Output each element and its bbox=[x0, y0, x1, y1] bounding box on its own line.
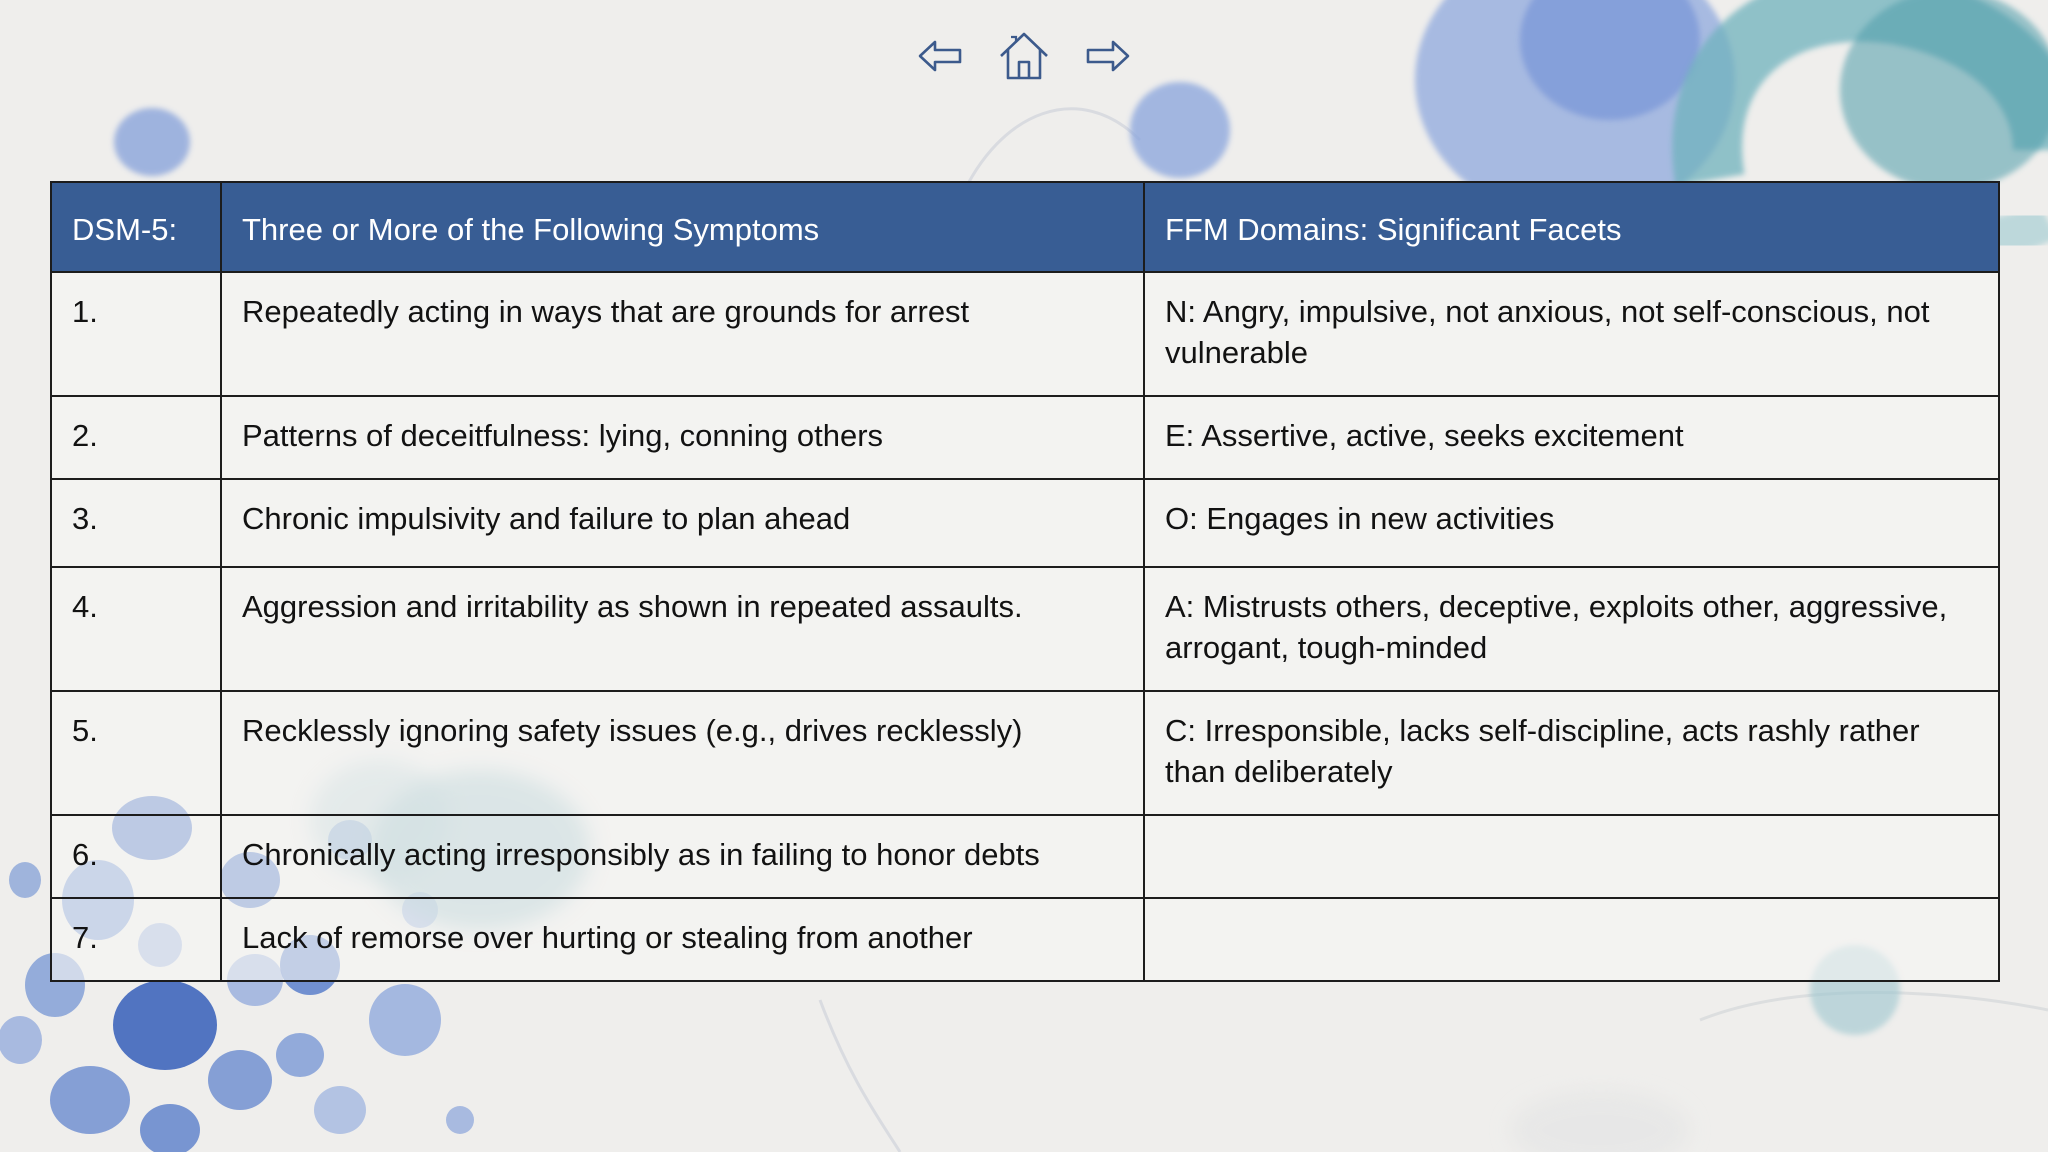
table-header-row bbox=[51, 182, 1999, 272]
table-row bbox=[51, 396, 1999, 479]
table-row bbox=[51, 479, 1999, 567]
facets-cell: N: Angry, impulsive, not anxious, not self-conscious, not vulnerable bbox=[1144, 272, 1999, 396]
table-row bbox=[51, 815, 1999, 898]
row-number: 5. bbox=[51, 691, 221, 815]
header-symptoms: Three or More of the Following Symptoms bbox=[221, 182, 1144, 272]
facets-cell bbox=[1144, 898, 1999, 981]
row-number: 3. bbox=[51, 479, 221, 567]
arrow-left-icon bbox=[917, 39, 963, 73]
symptom-cell: Patterns of deceitfulness: lying, conning others bbox=[221, 396, 1144, 479]
row-number: 2. bbox=[51, 396, 221, 479]
navigation-bar bbox=[912, 28, 1136, 84]
row-number: 7. bbox=[51, 898, 221, 981]
facets-cell: A: Mistrusts others, deceptive, exploits other, aggressive, arrogant, tough-minded bbox=[1144, 567, 1999, 691]
symptom-cell: Lack of remorse over hurting or stealing from another bbox=[221, 898, 1144, 981]
home-icon bbox=[998, 31, 1050, 81]
dsm5-ffm-table bbox=[50, 181, 2000, 982]
row-number: 6. bbox=[51, 815, 221, 898]
home-button[interactable] bbox=[996, 28, 1052, 84]
next-slide-button[interactable] bbox=[1080, 28, 1136, 84]
facets-cell bbox=[1144, 815, 1999, 898]
table-row bbox=[51, 567, 1999, 691]
arrow-right-icon bbox=[1085, 39, 1131, 73]
row-number: 4. bbox=[51, 567, 221, 691]
header-dsm5: DSM-5: bbox=[51, 182, 221, 272]
row-number: 1. bbox=[51, 272, 221, 396]
header-ffm-domains: FFM Domains: Significant Facets bbox=[1144, 182, 1999, 272]
table-row bbox=[51, 272, 1999, 396]
table-row bbox=[51, 898, 1999, 981]
facets-cell: C: Irresponsible, lacks self-discipline, acts rashly rather than deliberately bbox=[1144, 691, 1999, 815]
facets-cell: E: Assertive, active, seeks excitement bbox=[1144, 396, 1999, 479]
facets-cell: O: Engages in new activities bbox=[1144, 479, 1999, 567]
symptom-cell: Repeatedly acting in ways that are grounds for arrest bbox=[221, 272, 1144, 396]
symptom-cell: Chronic impulsivity and failure to plan ahead bbox=[221, 479, 1144, 567]
table-row bbox=[51, 691, 1999, 815]
previous-slide-button[interactable] bbox=[912, 28, 968, 84]
symptom-cell: Chronically acting irresponsibly as in failing to honor debts bbox=[221, 815, 1144, 898]
symptom-cell: Aggression and irritability as shown in repeated assaults. bbox=[221, 567, 1144, 691]
symptom-cell: Recklessly ignoring safety issues (e.g., drives recklessly) bbox=[221, 691, 1144, 815]
